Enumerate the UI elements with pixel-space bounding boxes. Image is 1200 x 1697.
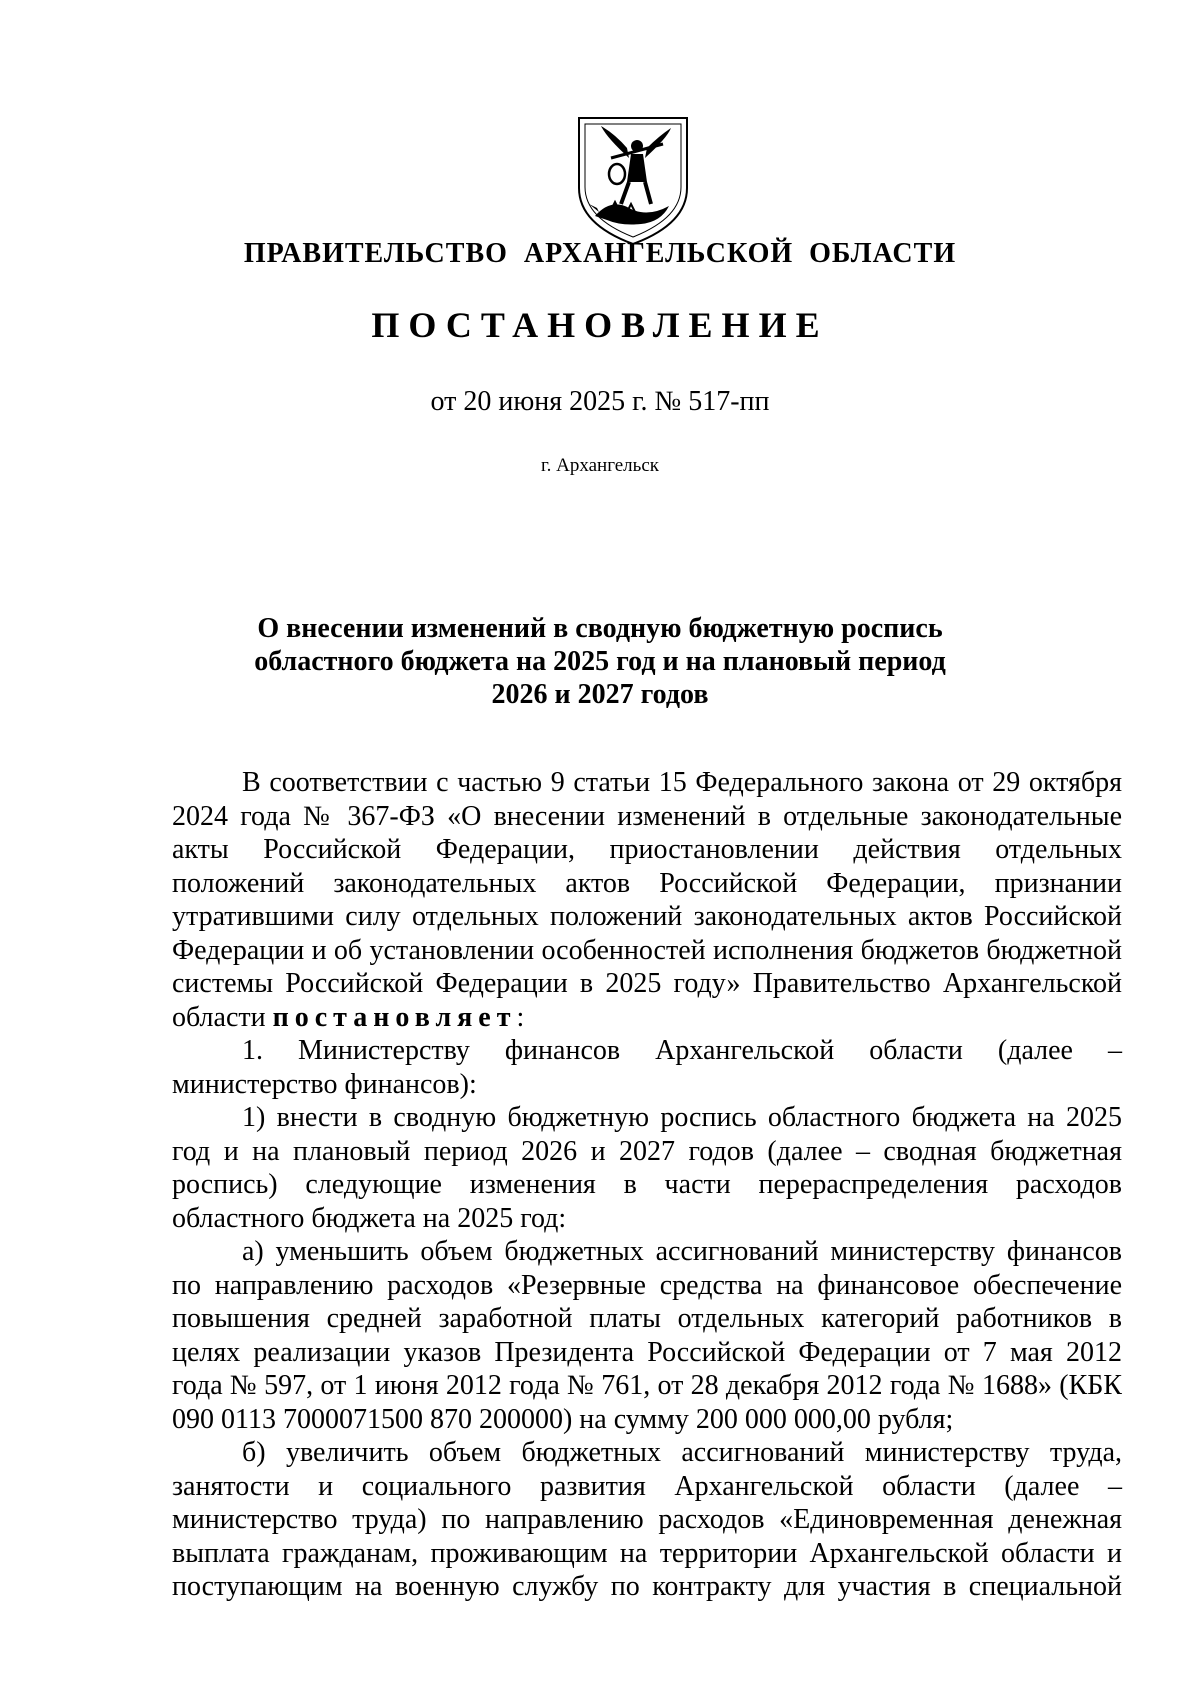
subject-line: О внесении изменений в сводную бюджетную роспись: [257, 613, 943, 644]
coat-of-arms-icon: [571, 112, 695, 248]
clause-1-1-b: б) увеличить объем бюджетных ассигнований министерству труда, занятости и социального развития Архангельской области (далее – министерство труда) по направлению расходов «Единовременная денежная выплата гражданам, проживающим на территории Архангельской области и поступающим на военную службу по контракту для участия в специальной: [172, 1437, 1122, 1602]
document-city: г. Архангельск: [540, 455, 659, 476]
decree-suffix: :: [516, 1001, 525, 1033]
decree-word: постановляет: [272, 1001, 517, 1033]
preamble-paragraph: [172, 766, 1122, 1034]
document-subject: [0, 612, 1200, 711]
document-body: [172, 766, 1122, 1604]
government-title: ПРАВИТЕЛЬСТВО АРХАНГЕЛЬСКОЙ ОБЛАСТИ: [243, 238, 957, 269]
preamble-text: В соответствии с частью 9 статьи 15 Федерального закона от 29 октября 2024 года № 367-ФЗ «О внесении изменений в отдельные законодательные акты Российской Федерации, приостановлении действия отдельных положений законодательных актов Российской Федерации, признании утратившими силу отдельных положений законодательных актов Российской Федерации и об установлении особенностей исполнения бюджетов бюджетной системы Российской Федерации в 2025 году» Правительство Архангельской области: [172, 767, 1122, 1033]
coat-of-arms-emblem: [571, 112, 695, 248]
document-date-number: от 20 июня 2025 г. № 517-пп: [430, 386, 770, 417]
clause-1-1: 1) внести в сводную бюджетную роспись областного бюджета на 2025 год и на плановый период 2026 и 2027 годов (далее – сводная бюджетная роспись) следующие изменения в части перераспределения расходов областного бюджета на 2025 год:: [172, 1102, 1122, 1234]
document-kind-title: ПОСТАНОВЛЕНИЕ: [371, 305, 829, 345]
clause-1: 1. Министерству финансов Архангельской области (далее – министерство финансов):: [172, 1035, 1122, 1100]
subject-line: областного бюджета на 2025 год и на плановый период: [254, 646, 946, 677]
clause-1-1-a: а) уменьшить объем бюджетных ассигнований министерству финансов по направлению расходов «Резервные средства на финансовое обеспечение повышения средней заработной платы отдельных категорий работников в целях реализации указов Президента Российской Федерации от 7 мая 2012 года № 597, от 1 июня 2012 года № 761, от 28 декабря 2012 года № 1688» (КБК 090 0113 7000071500 870 200000) на сумму 200 000 000,00 рубля;: [172, 1236, 1122, 1435]
subject-line: 2026 и 2027 годов: [491, 679, 709, 710]
